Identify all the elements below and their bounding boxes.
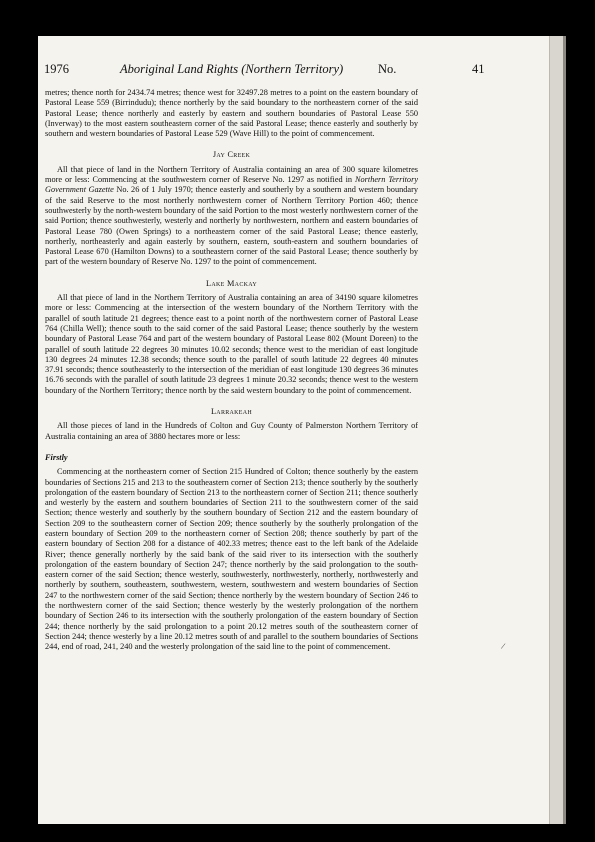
jay-creek-text-1: All that piece of land in the Northern Territory of Australia containing an area of 300 square kilometres more or less: Commencing at the southwestern corner of Reserve No. 1297 as notified in (45, 164, 418, 185)
page-edge (549, 36, 564, 824)
document-body (45, 88, 418, 653)
firstly-paragraph: Commencing at the northeastern corner of Section 215 Hundred of Colton; thence southerly by the eastern boundaries of Sections 215 and 213 to the southeastern corner of Section 213; thence southerly by the southerly prolongation of the eastern boundary of Section 213 to the northeastern corner of Section 211; thence southerly and westerly by the eastern and southern boundaries of Section 211 to the southwestern corner of the said Section; thence westerly and southerly by the southern boundary of Section 212 and the eastern boundary of Section 209 to the southeastern corner of Section 209; thence southerly by the southerly prolongation of the eastern boundary of Section 209 to the northeastern corner of Section 208; thence southerly by part of the eastern boundary of Section 208 for a distance of 402.33 metres; thence east to the left bank of the Adelaide River; thence generally northerly by the said bank of the said river to its intersection with the southerly prolongation of the eastern boundary of Section 247; thence northerly by the said prolongation to the south-eastern corner of the said Section; thence westerly, southwesterly, northwesterly, northerly, northwesterly and northerly by southern, southeastern, southwestern, western, southwestern and western boundaries of Section 247 to the northwestern corner of the said Section; thence northerly by the western boundary of Section 246 to the northwestern corner of the said Section; thence westerly by the westerly prolongation of the northern boundary of Section 246 to its intersection with the southerly prolongation of the eastern boundary of Section 244; thence northerly by the said prolongation to a point 20.12 metres south of the southeastern corner of Section 244; thence westerly by a line 20.12 metres south of and parallel to the southern boundaries of Sections 244, end of road, 241, 240 and the westerly prolongation of the said line to the point of commencement. (45, 467, 418, 652)
page-number: 41 (472, 62, 485, 76)
section-heading-larrakeah: Larrakeah (210, 407, 253, 417)
section-heading-lake-mackay: Lake Mackay (206, 278, 257, 288)
subheading-firstly: Firstly (45, 452, 68, 462)
larrakeah-paragraph: All those pieces of land in the Hundreds of Colton and Guy County of Palmerston Northern Territory of Australia containing an area of 3880 hectares more or less: (45, 421, 418, 441)
jay-creek-paragraph (45, 165, 418, 268)
section-heading-jay-creek: Jay Creek (212, 150, 251, 160)
running-header (44, 62, 486, 78)
lake-mackay-paragraph: All that piece of land in the Northern Territory of Australia containing an area of 34190 square kilometres more or less: Commencing at the intersection of the western boundary of the Northern Territory with the parallel of south latitude 21 degrees; thence east to a point north of the northwestern corner of Pastoral Lease 764 (Chilla Well); thence south to the said corner of the said Pastoral Lease; thence southerly by the western boundary of Pastoral Lease 764 and part of the western boundary of Pastoral Lease 802 (Mount Doreen) to the parallel of south latitude 22 degrees 30 minutes 10.02 seconds; thence west to the meridian of east longitude 130 degrees 24 minutes 12.38 seconds; thence south to the parallel of south latitude 22 degrees 40 minutes 37.91 seconds; thence southeasterly to the intersection of the meridian of east longitude 130 degrees 36 minutes 16.76 seconds with the parallel of south latitude 23 degrees 1 minute 20.32 seconds; thence west to the western boundary of the Northern Territory; thence north by the said western boundary to the point of commencement. (45, 293, 418, 395)
page-edge-shadow (563, 36, 566, 824)
header-year: 1976 (44, 62, 69, 76)
intro-paragraph: metres; thence north for 2434.74 metres; thence west for 32497.28 metres to a point on the eastern boundary of Pastoral Lease 559 (Birrindudu); thence northerly by the said boundary to the northeastern corner of the said Pastoral Lease; thence northerly and easterly by eastern and southern boundaries of Pastoral Lease 550 (Inverway) to the most eastern southeastern corner of the said Pastoral Lease; thence easterly and southerly by southern and western boundaries of Pastoral Lease 529 (Wave Hill) to the point of commencement. (45, 88, 418, 139)
jay-creek-text-2: No. 26 of 1 July 1970; thence easterly and southerly by a southern and western boundary of the said Reserve to the most northerly northwestern corner of Northern Territory Portion 460; thence southwesterly by the north-western boundary of the said Portion to the most westerly northwestern corner of the said Portion; thence southwesterly, westerly and northerly by northwestern, northern and eastern boundaries of Pastoral Lease 780 (Owen Springs) to a northeastern corner of the said Pastoral Lease; thence easterly, northerly, northeasterly and again easterly by southern, eastern, south-eastern and southern boundaries of Pastoral Lease 670 (Hamilton Downs) to a southeastern corner of the said Pastoral Lease; thence southerly by part of the western boundary of Reserve No. 1297 to the point of commencement. (45, 185, 419, 267)
header-no-label: No. (378, 62, 397, 76)
margin-pencil-mark: / (500, 640, 507, 652)
gazette-title: Northern Territory Government Gazette (45, 175, 418, 195)
header-title: Aboriginal Land Rights (Northern Territory) (120, 62, 344, 76)
